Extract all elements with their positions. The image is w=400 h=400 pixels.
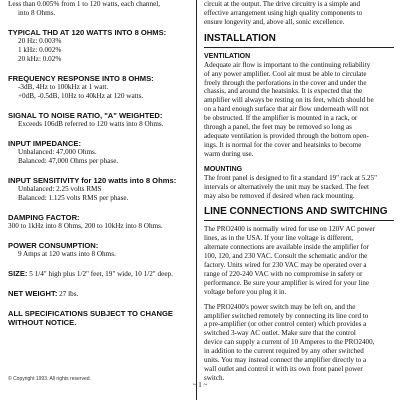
switching-line: amplifier switched remotely by connecting its line cord to	[204, 311, 369, 320]
ventilation-line: Adequate air flow is important to the continuing reliability	[204, 60, 371, 69]
switching-line: The PRO2400's power switch may be left on, and the	[204, 302, 356, 311]
page-number: ~ 1 ~	[192, 381, 208, 389]
input-sensitivity-heading: INPUT SENSITIVITY for 120 watts into 8 Ohms:	[8, 176, 177, 185]
ventilation-line: through a panel, the feet may be removed so long as	[204, 123, 352, 132]
intro-line: circuit at the output. The drive circuitry is a simple and	[204, 0, 361, 8]
spec-intro-line: Less than 0.005% from 1 to 120 watts, each channel,	[8, 0, 161, 8]
connections-line: voltage before you plug it in.	[204, 287, 287, 296]
line-connections-heading: LINE CONNECTIONS AND SWITCHING	[204, 206, 388, 218]
input-impedance-row: Unbalanced: 47,000 Ohms.	[18, 148, 97, 156]
connections-line: The PRO2400 is normally wired for use on 120V AC power	[204, 225, 375, 234]
switching-line: switched 3-way AC outlet. Make sure that the control	[204, 329, 356, 338]
column-divider	[196, 0, 197, 400]
ventilation-line: freely through the perforations in the cover and under the	[204, 78, 367, 87]
ventilation-subheading: VENTILATION	[204, 52, 251, 60]
mounting-line: intervals or alternatively the unit may be stacked. The feet	[204, 182, 369, 191]
ventilation-line: adequate ventilation is provided through the bottom open-	[204, 131, 369, 140]
power-consumption-heading: POWER CONSUMPTION:	[8, 241, 99, 250]
ventilation-line: be obstructed. If the amplifier is mounted in a rack, or	[204, 114, 358, 123]
input-impedance-heading: INPUT IMPEDANCE:	[8, 139, 81, 148]
ventilation-line: ings. It is normal for the cover and heatsinks to become	[204, 140, 362, 149]
mounting-line: The front panel is designed to fit a standard 19" rack at 5.25"	[204, 173, 378, 182]
change-notice: ALL SPECIFICATIONS SUBJECT TO CHANGE	[8, 309, 173, 318]
size-value: 5 1/4" high plus 1/2" feet, 19" wide, 10 1/2" deep.	[27, 270, 173, 278]
installation-heading: INSTALLATION	[204, 32, 276, 44]
connections-line: performance. Be sure your amplifier is wired for your line	[204, 278, 370, 287]
damping-factor-row: 300 to 1kHz into 8 Ohms, 200 to 10kHz into 8 Ohms.	[8, 222, 163, 230]
thd-row: 1 kHz: 0.002%	[18, 46, 62, 54]
snr-heading: SIGNAL TO NOISE RATIO, "A" WEIGHTED:	[8, 111, 163, 120]
net-weight-value: 27 lbs.	[57, 290, 79, 298]
specifications-column	[8, 0, 194, 327]
size-spec	[8, 269, 194, 279]
switching-line: device can supply a current of 10 Amperes to the PRO2400,	[204, 338, 375, 347]
input-sensitivity-row: Unbalanced: 2.25 volts RMS	[18, 185, 102, 193]
thd-heading: TYPICAL THD AT 120 WATTS INTO 8 OHMS:	[8, 28, 167, 37]
spec-intro-line: into 8 Ohms.	[18, 9, 56, 17]
power-consumption-row: 9 Amps at 120 watts into 8 Ohms.	[18, 250, 116, 258]
switching-line: a pre-amplifier (or other control center) which provides a	[204, 320, 367, 329]
connections-line: alternate connections are available inside the amplifier for	[204, 243, 369, 252]
mounting-subheading: MOUNTING	[204, 165, 243, 173]
snr-row: Exceeds 106dB referred to 120 watts into 8 Ohms.	[18, 120, 164, 128]
input-impedance-row: Balanced: 47,000 Ohms per phase.	[18, 157, 119, 165]
copyright-notice: © Copyright 1993. All rights reserved.	[8, 376, 91, 382]
net-weight-label: NET WEIGHT:	[8, 289, 58, 298]
intro-line: effective arrangement using high quality components to	[204, 8, 363, 17]
intro-line: ensure longevity and, above all, sonic excellence.	[204, 17, 345, 26]
switching-line: units. You may instead connect the amplifier directly to a	[204, 356, 367, 365]
input-sensitivity-row: Balanced: 1.125 volts RMS per phase.	[18, 194, 129, 202]
change-notice: WITHOUT NOTICE.	[8, 318, 77, 327]
installation-column	[204, 0, 394, 383]
connections-line: 100, 120, and 230 VAC. Consult the schematic and/or the	[204, 252, 368, 261]
connections-line: range of 220-240 VAC with no compromise in safety or	[204, 269, 363, 278]
connections-line: lines, as in the USA. If your line voltage is different,	[204, 234, 354, 243]
thd-row: 20 kHz: 0.02%	[18, 55, 62, 63]
damping-factor-heading: DAMPING FACTOR:	[8, 213, 80, 222]
thd-row: 20 Hz: 0.003%	[18, 37, 62, 45]
ventilation-line: of any power amplifier. Cool air must be able to circulate	[204, 69, 367, 78]
connections-line: factory. Units wired for 230 VAC may be operated over a	[204, 261, 367, 270]
ventilation-line: on a hard enough surface that air flow underneath will not	[204, 105, 369, 114]
switching-line: wall outlet and control it with its own front panel power	[204, 365, 363, 373]
ventilation-line: warm during use.	[204, 149, 254, 158]
ventilation-line: chassis, and around the heatsinks. It is expected that the	[204, 87, 363, 96]
frequency-response-row: +0dB, -0.5dB, 10Hz to 40kHz at 120 watts.	[18, 92, 144, 100]
size-label: SIZE:	[8, 269, 28, 278]
frequency-response-heading: FREQUENCY RESPONSE INTO 8 OHMS:	[8, 74, 154, 83]
ventilation-line: amplifier will always be resting on its feet, which should be	[204, 96, 374, 105]
switching-line: switch.	[204, 373, 225, 382]
section-rule	[204, 47, 394, 48]
frequency-response-row: -3dB, 4Hz to 100kHz at 1 watt.	[18, 83, 109, 91]
section-rule	[204, 220, 394, 221]
switching-line: in addition to the current required by any other switched	[204, 347, 364, 356]
net-weight-spec	[8, 289, 194, 299]
mounting-line: may also be removed if desired when rack mounting.	[204, 191, 355, 200]
